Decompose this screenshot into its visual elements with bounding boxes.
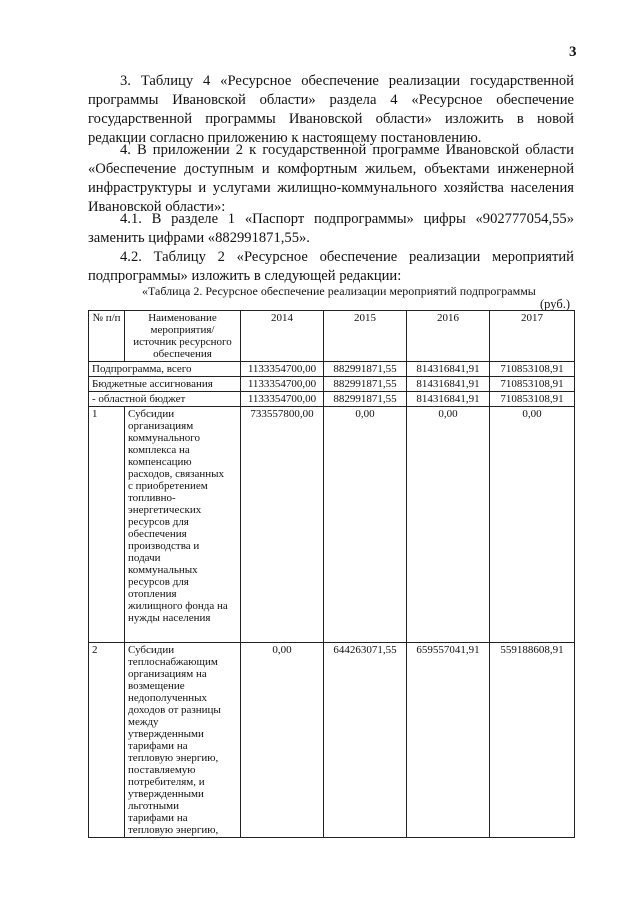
table-caption: «Таблица 2. Ресурсное обеспечение реализации мероприятий подпрограммы [142,284,536,298]
cell-2016: 814316841,91 [407,377,490,392]
paragraph-3: 3. Таблицу 4 «Ресурсное обеспечение реализации государственной программы Ивановской области» раздела 4 «Ресурсное обеспечение государственной программы Ивановской области» изложить в новой редакции согласно приложению к настоящему постановлению. [88,73,574,146]
cell-2016: 659557041,91 [407,643,490,838]
resource-table [88,310,575,838]
cell-2016: 814316841,91 [407,362,490,377]
row-label: Подпрограмма, всего [89,362,241,377]
table-unit: (руб.) [540,297,570,311]
header-2017: 2017 [490,311,575,362]
cell-2017: 710853108,91 [490,392,575,407]
table-header-row [89,311,575,362]
cell-2015: 882991871,55 [324,377,407,392]
cell-2017: 0,00 [490,407,575,643]
cell-2014: 733557800,00 [241,407,324,643]
cell-2017: 559188608,91 [490,643,575,838]
row-name: Субсидии организациям коммунального комплекса на компенсацию расходов, связанных с приобретением топливно- энергетических ресурсов для обеспечения производства и подачи коммунальных ресурсов для отопления жилищного фонда на нужды населения [125,407,241,643]
row-num: 2 [89,643,125,838]
cell-2015: 0,00 [324,407,407,643]
table-row-total [89,362,575,377]
header-2016: 2016 [407,311,490,362]
paragraph-4-2: 4.2. Таблицу 2 «Ресурсное обеспечение реализации мероприятий подпрограммы» изложить в следующей редакции: [88,249,574,284]
row-label: Бюджетные ассигнования [89,377,241,392]
cell-2014: 1133354700,00 [241,362,324,377]
cell-2015: 882991871,55 [324,392,407,407]
table-row [89,643,575,838]
page-number: 3 [569,44,577,60]
header-2014: 2014 [241,311,324,362]
header-name: Наименование мероприятия/ источник ресурсного обеспечения [125,311,241,362]
header-num: № п/п [89,311,125,362]
paragraph-4: 4. В приложении 2 к государственной программе Ивановской области «Обеспечение доступным и комфортным жильем, объектами инженерной инфраструктуры и услугами жилищно-коммунального хозяйства населения Ивановской области»: [88,142,574,215]
cell-2016: 814316841,91 [407,392,490,407]
paragraph-4-1: 4.1. В разделе 1 «Паспорт подпрограммы» цифры «902777054,55» заменить цифрами «882991871,55». [88,211,574,246]
row-name: Субсидии теплоснабжающим организациям на возмещение недополученных доходов от разницы между утвержденными тарифами на тепловую энергию, поставляемую потребителям, и утвержденными льготными тарифами на тепловую энергию, [125,643,241,838]
header-2015: 2015 [324,311,407,362]
cell-2015: 644263071,55 [324,643,407,838]
table-row-regional [89,392,575,407]
row-label: - областной бюджет [89,392,241,407]
cell-2015: 882991871,55 [324,362,407,377]
cell-2017: 710853108,91 [490,377,575,392]
cell-2014: 1133354700,00 [241,392,324,407]
cell-2014: 1133354700,00 [241,377,324,392]
table-row [89,407,575,643]
row-num: 1 [89,407,125,643]
cell-2014: 0,00 [241,643,324,838]
table-row-budget [89,377,575,392]
cell-2016: 0,00 [407,407,490,643]
cell-2017: 710853108,91 [490,362,575,377]
